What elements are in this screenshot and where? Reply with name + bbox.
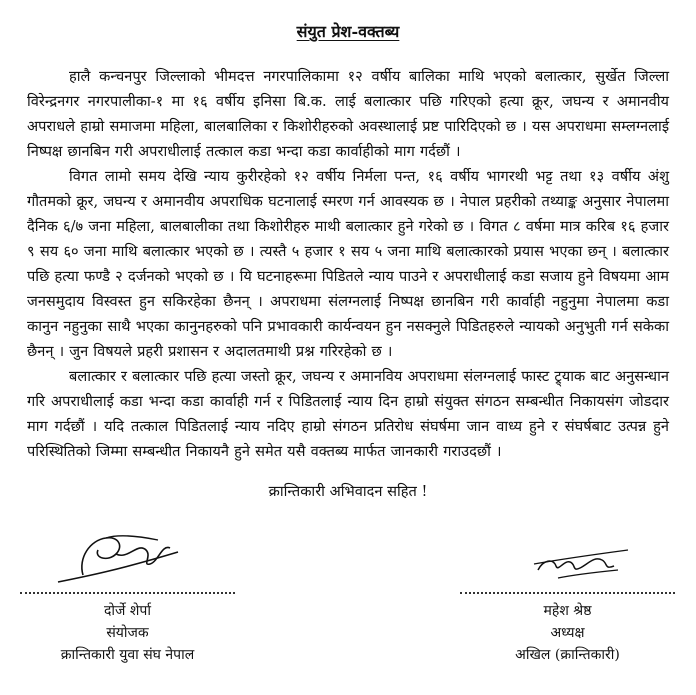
paragraph-3: बलात्कार र बलात्कार पछि हत्या जस्तो क्रूर, जघन्य र अमानविय अपराधमा संलग्नलाई फास्ट ट्र्याक बाट अनुसन्धान गरि अपराधीलाई कडा भन्दा कडा कार्वाही गर्न र पिडितलाई न्याय दिन हाम्रो संयुक्त संगठन सम्बन्धीत निकायसंग जोडदार माग गर्दछौं । यदि तत्काल पिडितलाई न्याय नदिए हाम्रो संगठन प्रतिरोध संघर्षमा जान वाध्य हुने र संघर्षबाट उत्पन्न हुने परिस्थितिको जिम्मा सम्बन्धीत निकायनै हुने समेत यसै वक्तब्य मार्फत जानकारी गराउदछौं । xyxy=(27,368,669,460)
paragraph-2: विगत लामो समय देखि न्याय कुरीरहेको १२ वर्षीय निर्मला पन्त, १६ वर्षीय भागरथी भट्ट तथा १३ वर्षीय अंशु गौतमको क्रूर, जघन्य र अमानवीय अपराधिक घटनालाई स्मरण गर्न आवस्यक छ । नेपाल प्रहरीको तथ्याङ्क अनुसार नेपालमा दैनिक ६/७ जना महिला, बालबालीका तथा किशोरीहरु माथी बलात्कार हुने गरेको छ । विगत ८ वर्षमा मात्र करिब १६ हजार ९ सय ६० जना माथि बलात्कार भएको छ । त्यस्तै ५ हजार १ सय ५ जना माथि बलात्कारको प्रयास भएका छन् । बलात्कार पछि हत्या फण्डै २ दर्जनको भएको छ । यि घटनाहरूमा पिडितले न्याय पाउने र अपराधीलाई कडा सजाय हुने विषयमा आम जनसमुदाय विस्वस्त हुन सकिरहेका छैनन् । अपराधमा संलग्नलाई निष्पक्ष छानबिन गरी कार्वाही नहुनुमा नेपालमा कडा कानुन नहुनुका साथै भएका कानुनहरुको पनि प्रभावकारी कार्यन्वयन हुन नसक्नुले पिडितहरुले न्यायको अनुभुती गर्न सकेका छैनन् । जुन विषयले प्रहरी प्रशासन र अदालतमाथी प्रश्न गरिरहेको छ । xyxy=(27,168,669,360)
signature-right-icon xyxy=(468,530,668,590)
signatory-left xyxy=(20,530,235,666)
signatory-right xyxy=(460,530,675,666)
signatory-left-role: संयोजक xyxy=(106,625,149,641)
document-title: संयुत प्रेश-वक्तब्य xyxy=(296,22,400,41)
signatory-left-name: दोर्जे शेर्पा xyxy=(104,603,151,619)
signature-left-icon xyxy=(28,530,228,590)
signatory-right-role: अध्यक्ष xyxy=(550,625,585,641)
signatory-right-organization: अखिल (क्रान्तिकारी) xyxy=(515,647,620,663)
closing-salutation: क्रान्तिकारी अभिवादन सहित ! xyxy=(268,483,428,500)
signature-line-left xyxy=(20,592,235,594)
signature-line-right xyxy=(460,592,675,594)
paragraph-1: हालै कन्चनपुर जिल्लाको भीमदत्त नगरपालिकामा १२ वर्षीय बालिका माथि भएको बलात्कार, सुर्खेत जिल्ला विरेन्द्रनगर नगरपालीका-१ मा १६ वर्षीय इनिसा बि.क. लाई बलात्कार पछि गरिएको हत्या क्रूर, जघन्य र अमानवीय अपराधले हाम्रो समाजमा महिला, बालबालिका र किशोरीहरुको अवस्थालाई प्रष्ट पारिदिएको छ । यस अपराधमा सम्लग्नलाई निष्पक्ष छानबिन गरी अपराधीलाई तत्काल कडा भन्दा कडा कार्वाहीको माग गर्दछौं । xyxy=(27,68,669,160)
signatory-left-organization: क्रान्तिकारी युवा संघ नेपाल xyxy=(60,647,195,663)
signatory-right-name: महेश श्रेष्ठ xyxy=(543,603,592,619)
